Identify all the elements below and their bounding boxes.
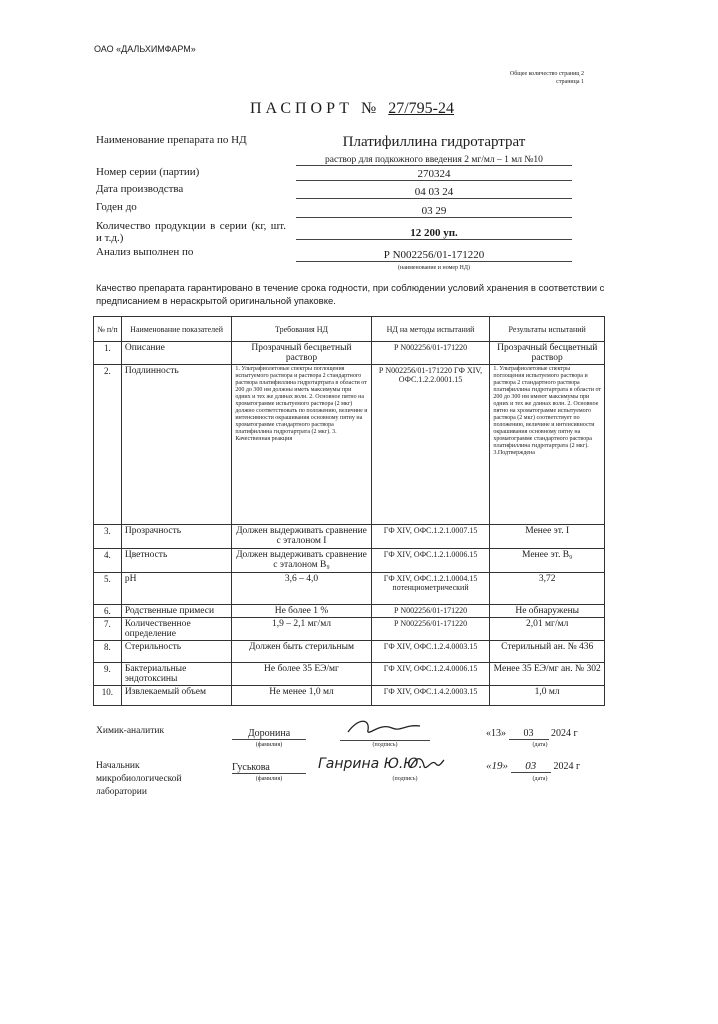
chemist-signature — [340, 716, 430, 738]
table-row — [94, 686, 605, 706]
page-count — [480, 70, 584, 86]
row-requirement: Должен быть стерильным — [232, 641, 371, 663]
lab-head-date-day: «19» — [486, 760, 508, 772]
date-label: Дата производства — [96, 183, 184, 195]
company-name: ОАО «ДАЛЬХИМФАРМ» — [94, 44, 196, 54]
row-method: ГФ XIV, ОФС.1.2.1.0004.15 потенциометрический — [371, 573, 490, 605]
name-label: Наименование препарата по НД — [96, 134, 247, 146]
row-requirement: Прозрачный бесцветный раствор — [232, 342, 371, 365]
row-name: Цветность — [121, 549, 231, 573]
lab-head-name: Гуськова — [232, 762, 306, 774]
lab-head-name-caption: (фамилия) — [255, 776, 283, 782]
row-number: 5. — [94, 573, 122, 605]
row-result: Прозрачный бесцветный раствор — [490, 342, 605, 365]
passport-number: 27/795-24 — [388, 100, 455, 117]
guarantee-text: Качество препарата гарантировано в течение срока годности, при соблюдении условий хранения в соответствии с предписанием в нераскрытой оригинальной упаковке. — [96, 283, 605, 307]
row-number: 9. — [94, 663, 122, 686]
test-results-table — [93, 316, 605, 706]
header-results: Результаты испытаний — [490, 317, 605, 342]
row-number: 8. — [94, 641, 122, 663]
row-requirement: 1. Ультрафиолетовые спектры поглощения испытуемого раствора и раствора 2 стандартного раствора платифиллина гидротартрата в области от 200 до 300 нм должны иметь максимумы при одних и тех же длинах волн. 2. Основное пятно на хроматограмме испытуемого раствора (2 мкг) должно соответствовать по положению, величине и интенсивности окрашивания основному пятну на хроматограмме стандартного раствора платифиллина гидротартрата (2 мкг). 3. Качественная реакция — [232, 365, 371, 525]
row-result: Не обнаружены — [490, 605, 605, 618]
chemist-date-month: 03 — [509, 728, 549, 740]
chemist-signature-line — [340, 728, 430, 741]
analysis-value: Р N002256/01-171220 — [296, 249, 572, 262]
row-requirement: 3,6 – 4,0 — [232, 573, 371, 605]
table-row — [94, 618, 605, 641]
row-requirement: Должен выдерживать сравнение с эталоном В₉ — [232, 549, 371, 573]
row-requirement: 1,9 – 2,1 мг/мл — [232, 618, 371, 641]
chemist-date-caption: (дата) — [532, 742, 548, 748]
row-requirement: Не более 35 ЕЭ/мг — [232, 663, 371, 686]
qty-label: Количество продукции в серии (кг, шт. и т.д.) — [96, 220, 286, 244]
lab-head-date-caption: (дата) — [532, 776, 548, 782]
page-number: страница 1 — [556, 79, 584, 85]
row-name: Подлинность — [121, 365, 231, 525]
chemist-sign-caption: (подпись) — [372, 742, 398, 748]
expiry-value: 03 29 — [296, 205, 572, 218]
table-row — [94, 663, 605, 686]
title-word: ПАСПОРТ — [250, 100, 353, 117]
row-result: 3,72 — [490, 573, 605, 605]
series-value: 270324 — [296, 168, 572, 181]
row-requirement: Должен выдерживать сравнение с эталоном I — [232, 525, 371, 549]
row-number: 4. — [94, 549, 122, 573]
header-number: № п/п — [94, 317, 122, 342]
table-row — [94, 641, 605, 663]
row-requirement: Не менее 1,0 мл — [232, 686, 371, 706]
analysis-label: Анализ выполнен по — [96, 246, 194, 258]
row-number: 10. — [94, 686, 122, 706]
table-row — [94, 605, 605, 618]
row-name: Прозрачность — [121, 525, 231, 549]
table-row — [94, 573, 605, 605]
title-number-prefix: № — [360, 100, 381, 117]
row-name: Извлекаемый объем — [121, 686, 231, 706]
drug-form: раствор для подкожного введения 2 мг/мл – 1 мл №10 — [296, 155, 572, 166]
row-method: Р N002256/01-171220 — [371, 605, 490, 618]
row-method: ГФ XIV, ОФС.1.2.4.0003.15 — [371, 641, 490, 663]
lab-head-handwritten-name: Ганрина Ю.Ю. — [318, 756, 423, 772]
lab-head-date-year: 2024 г — [553, 761, 581, 772]
lab-head-date-month: 03 — [511, 760, 551, 773]
chemist-role: Химик-аналитик — [96, 726, 165, 736]
row-name: Описание — [121, 342, 231, 365]
row-name: Бактериальные эндотоксины — [121, 663, 231, 686]
series-label: Номер серии (партии) — [96, 166, 200, 178]
row-result: Менее эт. В₉ — [490, 549, 605, 573]
page-title — [250, 100, 454, 118]
row-method: Р N002256/01-171220 — [371, 342, 490, 365]
table-row — [94, 549, 605, 573]
qty-value: 12 200 уп. — [296, 227, 572, 240]
row-result: 2,01 мг/мл — [490, 618, 605, 641]
lab-head-role: Начальник микробиологической лаборатории — [96, 761, 182, 797]
row-method: Р N002256/01-171220 — [371, 618, 490, 641]
row-number: 2. — [94, 365, 122, 525]
row-result: 1,0 мл — [490, 686, 605, 706]
row-method: ГФ XIV, ОФС.1.4.2.0003.15 — [371, 686, 490, 706]
chemist-name-caption: (фамилия) — [255, 742, 283, 748]
chemist-date-day: «13» — [486, 728, 506, 739]
row-name: pH — [121, 573, 231, 605]
row-name: Родственные примеси — [121, 605, 231, 618]
expiry-label: Годен до — [96, 201, 137, 213]
row-name: Стерильность — [121, 641, 231, 663]
row-method: ГФ XIV, ОФС.1.2.4.0006.15 — [371, 663, 490, 686]
row-result: Стерильный ан. № 436 — [490, 641, 605, 663]
chemist-name: Доронина — [232, 728, 306, 740]
row-result: Менее эт. I — [490, 525, 605, 549]
table-header-row — [94, 317, 605, 342]
table-row — [94, 342, 605, 365]
drug-name: Платифиллина гидротартрат — [342, 134, 526, 150]
row-result: 1. Ультрафиолетовые спектры поглощения испытуемого раствора и раствора 2 стандартного раствора платифиллина гидротартрата в области от 200 до 300 нм имеют максимумы при одних и тех же длинах волн. 2. Основное пятно на хроматограмме испытуемого раствора (2 мкг) соответствует по положению, величине и интенсивности окрашивания основному пятну на хроматограмме стандартного раствора платифиллина гидротартрата (2 мкг). 3.Подтверждена — [490, 365, 605, 525]
chemist-date-year: 2024 г — [551, 728, 578, 739]
page-total: Общее количество страниц 2 — [509, 71, 584, 77]
chemist-date — [486, 728, 578, 740]
date-value: 04 03 24 — [296, 186, 572, 199]
lab-head-date — [486, 760, 580, 773]
lab-head-signature — [406, 752, 446, 774]
row-number: 1. — [94, 342, 122, 365]
table-row — [94, 525, 605, 549]
row-number: 7. — [94, 618, 122, 641]
row-name: Количественное определение — [121, 618, 231, 641]
table-row — [94, 365, 605, 525]
row-result: Менее 35 ЕЭ/мг ан. № 302 — [490, 663, 605, 686]
row-method: ГФ XIV, ОФС.1.2.1.0007.15 — [371, 525, 490, 549]
row-method: Р N002256/01-171220 ГФ XIV, ОФС.1.2.2.0001.15 — [371, 365, 490, 525]
analysis-caption: (наименование и номер НД) — [398, 265, 470, 271]
header-requirements: Требования НД — [232, 317, 371, 342]
header-name: Наименование показателей — [121, 317, 231, 342]
lab-head-sign-caption: (подпись) — [392, 776, 418, 782]
header-methods: НД на методы испытаний — [371, 317, 490, 342]
row-requirement: Не более 1 % — [232, 605, 371, 618]
row-method: ГФ XIV, ОФС.1.2.1.0006.15 — [371, 549, 490, 573]
row-number: 3. — [94, 525, 122, 549]
row-number: 6. — [94, 605, 122, 618]
